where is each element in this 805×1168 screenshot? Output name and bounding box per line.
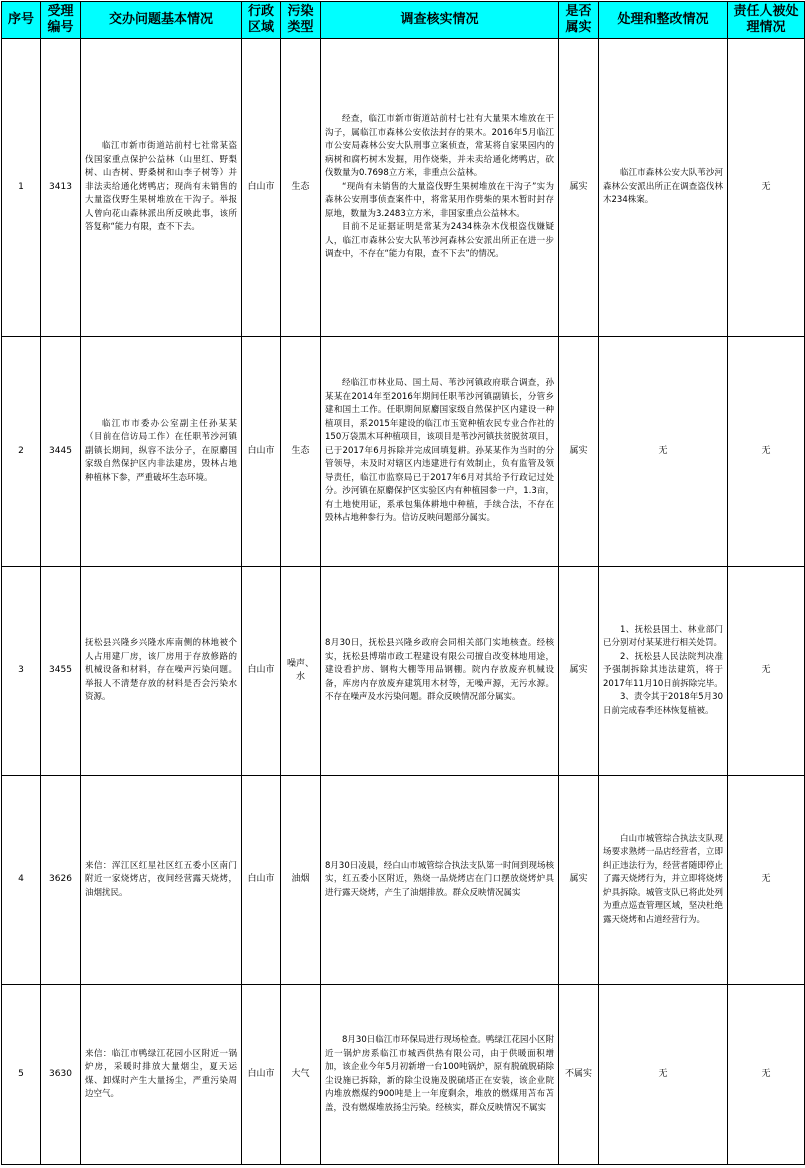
cell-pollution: 油烟 bbox=[281, 776, 321, 985]
cell-rectification bbox=[599, 985, 728, 1165]
cell-seq: 4 bbox=[2, 776, 41, 985]
cell-investigation bbox=[321, 776, 559, 985]
cell-case-no: 3413 bbox=[41, 39, 81, 337]
table-row bbox=[2, 337, 805, 567]
cell-pollution: 噪声、水 bbox=[281, 567, 321, 776]
cell-rectification bbox=[599, 39, 728, 337]
investigation-paragraph: 8月30日凌晨，经白山市城管综合执法支队第一时间到现场核实，红五委小区附近，熟烧一品烧烤店在门口摆放烧烤炉具进行露天烧烤，产生了油烟排放。群众反映情况属实 bbox=[325, 860, 554, 898]
investigation-paragraph: 目前不足证据证明是常某为2434株杂木伐根盗伐嫌疑人，临江市森林公安大队苇沙河森林公安派出所正在进一步调查中，不存在“能力有限，查不下去”的情况。 bbox=[325, 222, 554, 260]
cell-accountability: 无 bbox=[728, 567, 805, 776]
header-investigation: 调查核实情况 bbox=[321, 2, 559, 39]
cell-seq: 1 bbox=[2, 39, 41, 337]
cell-seq: 3 bbox=[2, 567, 41, 776]
header-verified: 是否属实 bbox=[559, 2, 599, 39]
cell-verified: 不属实 bbox=[559, 985, 599, 1165]
rectification-paragraph: 1、抚松县国土、林业部门已分别对付某某进行相关处罚。 bbox=[603, 624, 723, 649]
rectification-paragraph: 无 bbox=[658, 445, 668, 456]
cell-case-no: 3455 bbox=[41, 567, 81, 776]
cell-rectification bbox=[599, 567, 728, 776]
cell-accountability: 无 bbox=[728, 776, 805, 985]
header-seq: 序号 bbox=[2, 2, 41, 39]
cell-region: 白山市 bbox=[242, 776, 281, 985]
header-region: 行政区域 bbox=[242, 2, 281, 39]
cell-verified: 属实 bbox=[559, 776, 599, 985]
cell-issue: 抚松县兴隆乡兴隆水库南侧的林地被个人占用建厂房，该厂房用于存放修路的机械设备和材料，存在噪声污染问题。举报人不清楚存放的材料是否会污染水资源。 bbox=[81, 567, 242, 776]
cell-investigation bbox=[321, 337, 559, 567]
cell-seq: 2 bbox=[2, 337, 41, 567]
cell-case-no: 3630 bbox=[41, 985, 81, 1165]
complaint-table bbox=[1, 1, 805, 1165]
cell-case-no: 3626 bbox=[41, 776, 81, 985]
cell-pollution: 生态 bbox=[281, 39, 321, 337]
table-row bbox=[2, 39, 805, 337]
cell-accountability: 无 bbox=[728, 337, 805, 567]
cell-rectification bbox=[599, 776, 728, 985]
investigation-paragraph: “现尚有未销售的大量盗伐野生果树堆放在干沟子”实为森林公安刑事侦查案件中，将常某用作劈柴的果木暂时封存原地，数量为3.2483立方米，非国家重点公益林木。 bbox=[325, 181, 554, 219]
header-issue: 交办问题基本情况 bbox=[81, 2, 242, 39]
rectification-paragraph: 2、抚松县人民法院判决准予强制拆除其违法建筑，将于2017年11月10日前拆除完毕。 bbox=[603, 651, 723, 689]
cell-seq: 5 bbox=[2, 985, 41, 1165]
rectification-paragraph: 临江市森林公安大队苇沙河森林公安派出所正在调查盗伐林木234株案。 bbox=[603, 168, 723, 206]
header-case-no: 受理编号 bbox=[41, 2, 81, 39]
cell-accountability: 无 bbox=[728, 39, 805, 337]
cell-verified: 属实 bbox=[559, 39, 599, 337]
rectification-paragraph: 无 bbox=[658, 1068, 668, 1079]
cell-region: 白山市 bbox=[242, 985, 281, 1165]
header-row bbox=[2, 2, 805, 39]
rectification-paragraph: 3、责令其于2018年5月30日前完成春季还林恢复植被。 bbox=[603, 692, 723, 716]
cell-accountability: 无 bbox=[728, 985, 805, 1165]
investigation-paragraph: 8月30日临江市环保局进行现场检查。鸭绿江花园小区附近一锅炉房系临江市城西供热有限公司，由于供暖面积增加，该企业今年5月初新增一台100吨锅炉，原有脱硫脱硝除尘设施已拆除，新的除尘设施及脱硫塔正在安装，该企业院内堆放燃煤约900吨是上一年度剩余，堆放的燃煤用苫布苫盖，没有燃煤堆放扬尘污染。经核实，群众反映情况不属实 bbox=[325, 1035, 554, 1113]
header-accountability: 责任人被处理情况 bbox=[728, 2, 805, 39]
cell-issue: 临江市市委办公室副主任孙某某（目前在信访局工作）在任职苇沙河镇副镇长期间，纵容不法分子，在原麝国家级自然保护区内非法建房，毁林占地种植林下参，严重破坏生态环境。 bbox=[81, 337, 242, 567]
table-row bbox=[2, 985, 805, 1165]
cell-case-no: 3445 bbox=[41, 337, 81, 567]
header-rectification: 处理和整改情况 bbox=[599, 2, 728, 39]
cell-rectification bbox=[599, 337, 728, 567]
cell-issue: 临江市新市街道站前村七社常某盗伐国家重点保护公益林（山里红、野梨树、山杏树、野桑树和山李子树等）并非法卖给通化烤鸭店；现尚有未销售的大量盗伐野生果树堆放在干沟子。举报人曾向花山森林派出所反映此事，该所答复称“能力有限，查不下去。 bbox=[81, 39, 242, 337]
table-row bbox=[2, 776, 805, 985]
investigation-paragraph: 8月30日，抚松县兴隆乡政府会同相关部门实地核查。经核实，抚松县博瑞市政工程建设有限公司擅自改变林地用途，建设看护房、钢构大棚等用品钢棚。院内存放废弃机械设备，库房内存放废弃建筑用木材等，无噪声源，无污水源。不存在噪声及水污染问题。群众反映情况部分属实。 bbox=[325, 638, 554, 703]
cell-verified: 属实 bbox=[559, 337, 599, 567]
table-row bbox=[2, 567, 805, 776]
cell-pollution: 大气 bbox=[281, 985, 321, 1165]
cell-issue: 来信：浑江区红星社区红五委小区南门附近一家烧烤店，夜间经营露天烧烤，油烟扰民。 bbox=[81, 776, 242, 985]
cell-region: 白山市 bbox=[242, 337, 281, 567]
cell-pollution: 生态 bbox=[281, 337, 321, 567]
investigation-paragraph: 经临江市林业局、国土局、苇沙河镇政府联合调查，孙某某在2014年至2016年期间任职苇沙河镇副镇长，分管乡建和国土工作。任职期间原麝国家级自然保护区内建设一种植项目，系2015年建设的临江市玉宽种植农民专业合作社的150万袋黑木耳种植项目，该项目是苇沙河镇扶贫脱贫项目，已于2017年6月拆除并完成回填复耕。孙某某作为当时的分管领导，未及时对辖区内违建进行有效制止，负有监管及领导责任，临江市监察局已于2017年6月对其给予行政记过处分。沙河镇在原麝保护区实验区内有种植园参一户，1.3亩，有土地使用证，系承包集体耕地中种植，手续合法，不存在毁林占地种参行为。信访反映问题部分属实。 bbox=[325, 378, 554, 524]
cell-investigation bbox=[321, 985, 559, 1165]
cell-investigation bbox=[321, 567, 559, 776]
cell-region: 白山市 bbox=[242, 567, 281, 776]
cell-verified: 属实 bbox=[559, 567, 599, 776]
header-pollution: 污染类型 bbox=[281, 2, 321, 39]
cell-investigation bbox=[321, 39, 559, 337]
rectification-paragraph: 白山市城管综合执法支队现场要求熟烤一品店经营者，立即纠正违法行为，经营者随即停止了露天烧烤行为，并立即将烧烤炉具拆除。城管支队已将此处列为重点巡查管理区域，坚决杜绝露天烧烤和占道经营行为。 bbox=[603, 833, 723, 925]
investigation-paragraph: 经查，临江市新市街道站前村七社有大量果木堆放在干沟子，属临江市森林公安依法封存的果木。2016年5月临江市公安局森林公安大队刑事立案侦查，常某将自家果园内的病树和腐朽树木发掘，用作烧柴，并未卖给通化烤鸭店，砍伐数量为0.7698立方米，非重点公益林。 bbox=[325, 114, 554, 179]
cell-region: 白山市 bbox=[242, 39, 281, 337]
cell-issue: 来信：临江市鸭绿江花园小区附近一锅炉房，采暖时排放大量烟尘，夏天运煤、卸煤时产生大量扬尘，严重污染周边空气。 bbox=[81, 985, 242, 1165]
